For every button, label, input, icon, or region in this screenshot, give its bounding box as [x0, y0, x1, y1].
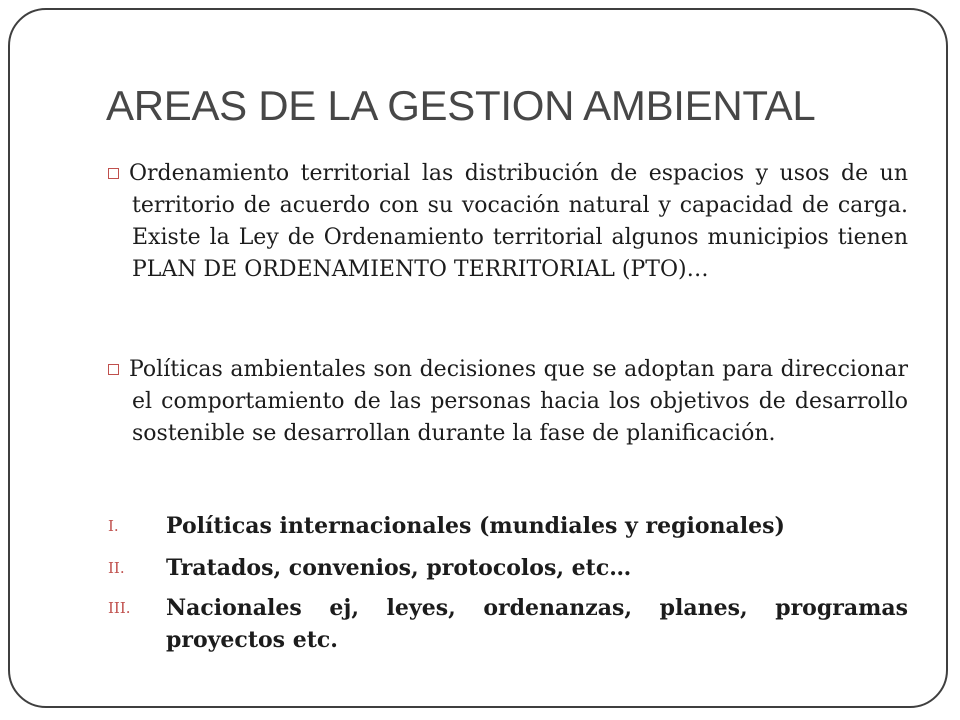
checkbox-bullet-icon [108, 168, 119, 179]
bullet-text: Ordenamiento territorial las distribución de espacios y usos de un territorio de acuerdo con su vocación natural y capacidad de carga. Existe la Ley de Ordenamiento territorial algunos municipios tienen PLAN DE ORDENAMIENTO TERRITORIAL (PTO)… [129, 161, 908, 282]
slide-title: AREAS DE LA GESTION AMBIENTAL [106, 82, 816, 129]
numbered-list [108, 510, 908, 656]
list-number: II. [108, 559, 125, 577]
bullet-politicas [108, 354, 908, 450]
list-text: Políticas internacionales (mundiales y regionales) [166, 513, 785, 539]
list-item [108, 592, 908, 656]
list-item [108, 510, 908, 542]
list-number: I. [108, 517, 119, 535]
list-text: Tratados, convenios, protocolos, etc… [166, 555, 632, 581]
list-text: Nacionales ej, leyes, ordenanzas, planes, programas proyectos etc. [166, 595, 908, 653]
bullet-text: Políticas ambientales son decisiones que se adoptan para direccionar el comportamiento de las personas hacia los objetivos de desarrollo sostenible se desarrollan durante la fase de planificación. [129, 357, 908, 446]
list-item [108, 552, 908, 584]
list-number: III. [108, 599, 131, 617]
bullet-ordenamiento [108, 158, 908, 286]
checkbox-bullet-icon [108, 364, 119, 375]
